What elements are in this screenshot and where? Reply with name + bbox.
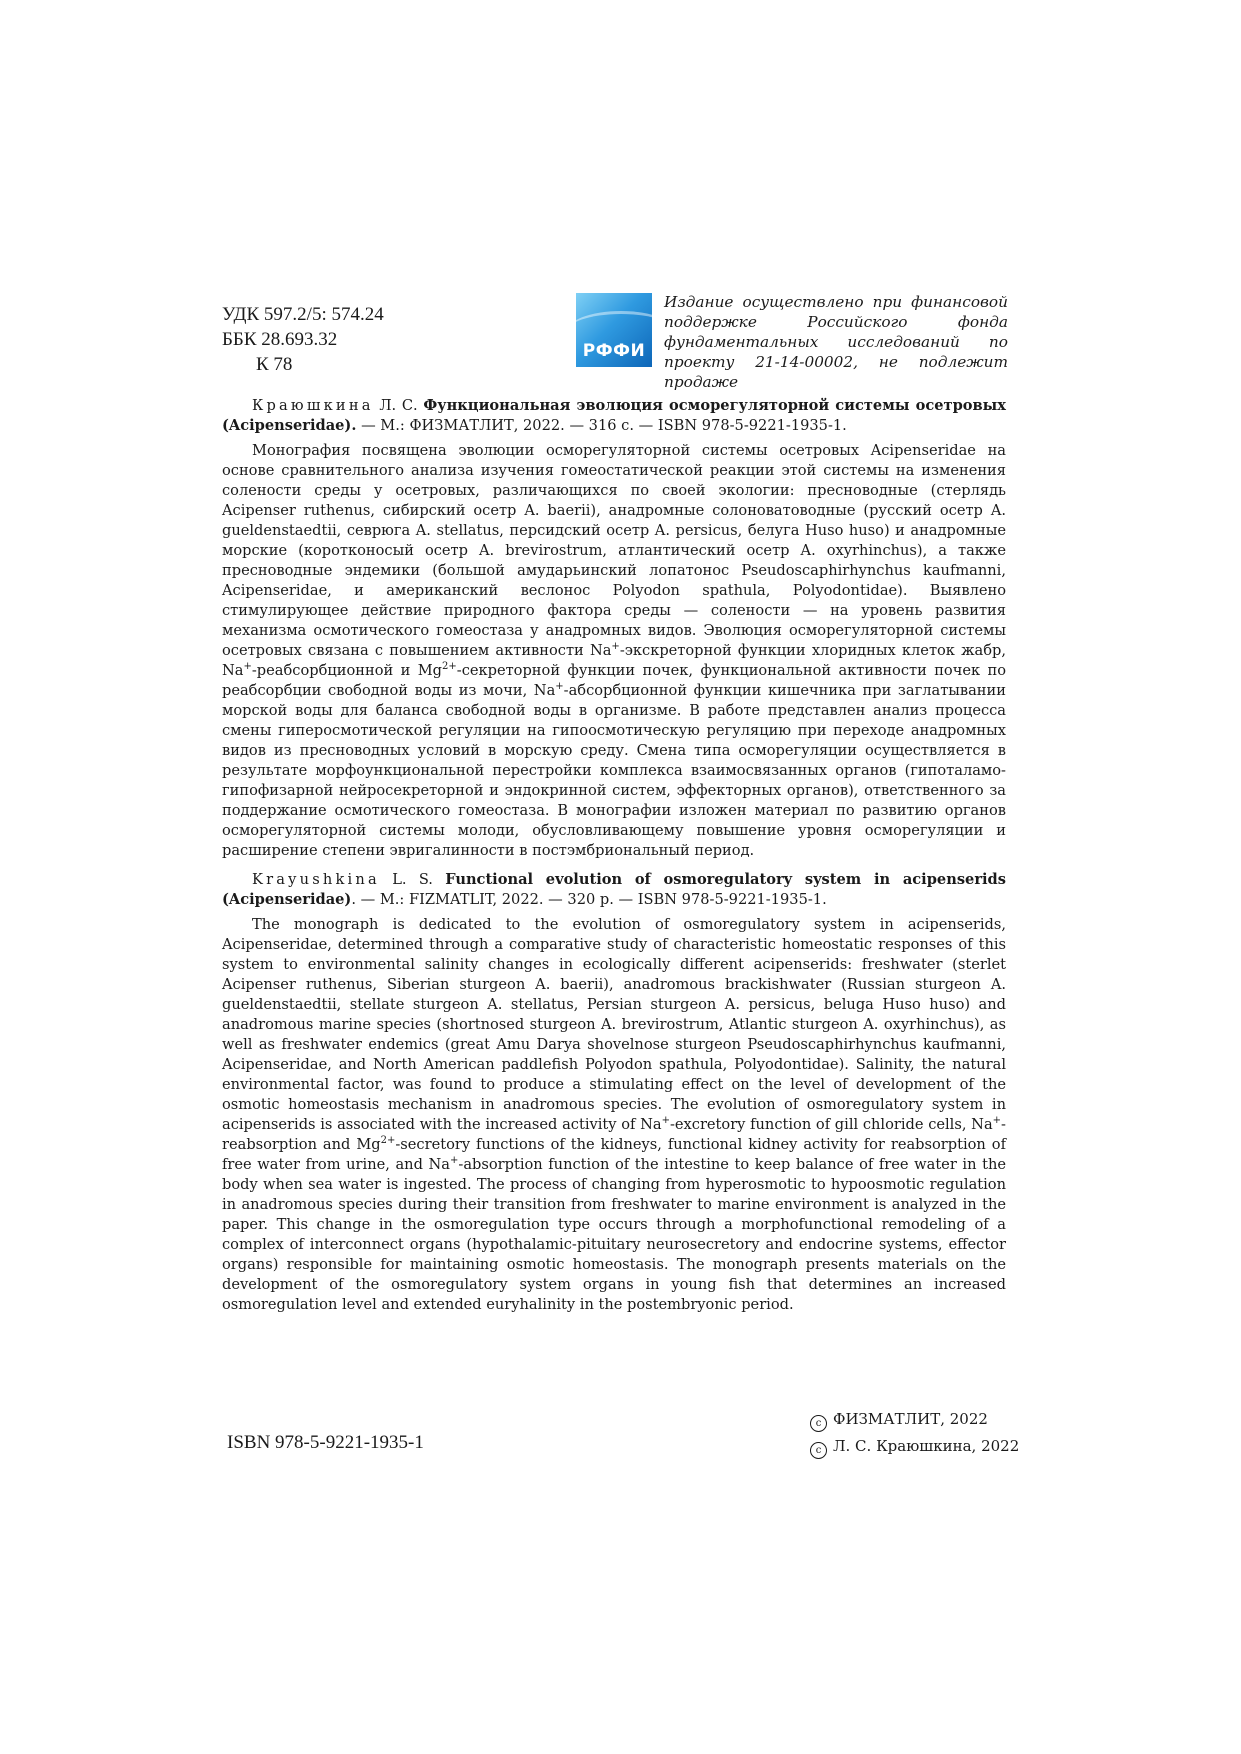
superscript: + <box>555 681 564 692</box>
isbn: ISBN 978-5-9221-1935-1 <box>227 1432 424 1453</box>
bbk-code: ББК 28.693.32 <box>222 329 338 350</box>
superscript: + <box>243 661 252 672</box>
en-reference <box>222 870 1006 910</box>
author-mark: К 78 <box>256 354 293 375</box>
en-abstract-text: -excretory function of gill chloride cells, Na <box>669 1116 993 1133</box>
ru-abstract-text: -секреторной функции почек, функциональной активности почек по реабсорбции свободной воды из мочи, Na <box>222 662 1007 699</box>
copyright-icon: c <box>810 1415 827 1432</box>
en-title: Functional evolution of osmoregulatory system in acipenserids (Acipenseridae) <box>222 871 1006 908</box>
en-abstract-text: -reabsorption and Mg <box>222 1116 1006 1153</box>
ru-author-surname: Краюшкина <box>252 397 374 414</box>
copyright-block <box>810 1406 1019 1460</box>
en-abstract-text: -absorption function of the intestine to keep balance of free water in the body when sea water is ingested. The process of changing from hyperosmotic to hypoosmotic regulation in anadromous species during their transition from freshwater to marine environment is analyzed in the paper. This change in the osmoregulation type occurs through a morphofunctional remodeling of a complex of interconnect organs (hypothalamic-pituitary neurosecretory and endocrine systems, effector organs) responsible for maintaining osmotic homeostasis. The monograph presents materials on the development of the osmoregulatory system organs in young fish that determines an increased osmoregulation level and extended euryhalinity in the postembryonic period. <box>222 1156 1006 1313</box>
en-abstract-text: The monograph is dedicated to the evolution of osmoregulatory system in acipenserids, Acipenseridae, determined through a comparative study of characteristic homeostatic responses of this system to environmental salinity changes in ecologically different acipenserids: freshwater (sterlet Acipenser ruthenus, Siberian sturgeon A. baerii), anadromous brackishwater (Russian sturgeon A. gueldenstaedtii, stellate sturgeon A. stellatus, Persian sturgeon A. persicus, beluga Huso huso) and anadromous marine species (shortnosed sturgeon A. brevirostrum, Atlantic sturgeon A. oxyrhinchus), as well as freshwater endemics (great Amu Darya shovelnose sturgeon Pseudoscaphirhynchus kaufmanni, Acipenseridae, and North American paddlefish Polyodon spathula, Polyodontidae). Salinity, the natural environmental factor, was found to produce a stimulating effect on the level of development of the osmotic homeostasis mechanism in anadromous species. The evolution of osmoregulatory system in acipenserids is associated with the increased activity of Na <box>222 916 1006 1133</box>
udk-code: УДК 597.2/5: 574.24 <box>222 304 384 325</box>
funding-note: Издание осуществлено при финансовой поддержке Российского фонда фундаментальных исследований по проекту 21-14-00002, не подлежит продаже <box>664 293 1008 391</box>
en-abstract-text: -secretory functions of the kidneys, functional kidney activity for reabsorption of free water from urine, and Na <box>222 1136 1006 1173</box>
copyright-icon: c <box>810 1442 827 1459</box>
copyright-author-text: Л. С. Краюшкина, 2022 <box>833 1437 1020 1455</box>
en-abstract <box>222 915 1006 1315</box>
ru-reference <box>222 396 1006 436</box>
superscript: + <box>450 1155 459 1166</box>
ru-title: Функциональная эволюция осморегуляторной системы осетровых (Acipenseridae). <box>222 397 1007 434</box>
ru-abstract <box>222 441 1006 861</box>
ru-abstract-text: -абсорбционной функции кишечника при заглатывании морской воды для баланса свободной воды в организме. В работе представлен анализ процесса смены гиперосмотической регуляции на гипоосмотическую регуляцию при переходе анадромных видов из пресноводных условий в морскую среду. Смена типа осморегуляции осуществляется в результате морфоункциональной перестройки комплекса взаимосвязанных органов (гипоталамо-гипофизарной нейросекреторной и эндокринной систем, эффекторных органов), ответственного за поддержание осмотического гомеостаза. В монографии изложен материал по развитию органов осморегуляторной системы молоди, обусловливающему повышение уровня осморегуляции и расширение степени эвригалинности в постэмбриональный период. <box>222 682 1006 859</box>
classification-codes <box>222 302 384 377</box>
rffi-logo <box>576 293 652 367</box>
en-author-surname: Krayushkina <box>252 871 380 888</box>
superscript: 2+ <box>442 661 457 672</box>
copyright-author <box>810 1433 1019 1460</box>
ru-author-initials: Л. С. <box>373 397 424 414</box>
copyright-publisher-text: ФИЗМАТЛИТ, 2022 <box>833 1410 988 1428</box>
logo-text: РФФИ <box>582 341 646 361</box>
superscript: + <box>992 1115 1002 1126</box>
ru-imprint: — М.: ФИЗМАТЛИТ, 2022. — 316 с. — ISBN 978-5-9221-1935-1. <box>356 417 847 434</box>
ru-abstract-text: -реабсорбционной и Mg <box>251 662 443 679</box>
superscript: 2+ <box>380 1135 396 1146</box>
ru-abstract-text: -экскреторной функции хлоридных клеток жабр, Na <box>222 642 1006 679</box>
en-imprint: . — M.: FIZMATLIT, 2022. — 320 p. — ISBN 978-5-9221-1935-1. <box>351 891 827 908</box>
en-author-initials: L. S. <box>379 871 446 888</box>
superscript: + <box>611 641 620 652</box>
copyright-publisher <box>810 1406 1019 1433</box>
superscript: + <box>661 1115 670 1126</box>
abstract-body <box>222 396 1006 1315</box>
ru-abstract-text: Монография посвящена эволюции осморегуляторной системы осетровых Acipenseridae на основе сравнительного анализа изучения гомеостатической реакции этой системы на изменения солености среды у осетровых, различающихся по своей экологии: пресноводные (стерлядь Acipenser ruthenus, сибирский осетр A. baerii), анадромные солоноватоводные (русский осетр A. gueldenstaedtii, севрюга A. stellatus, персидский осетр A. persicus, белуга Huso huso) и анадромные морские (коротконосый осетр A. brevirostrum, атлантический осетр A. oxyrhinchus), а также пресноводные эндемики (большой амударьинский лопатонос Pseudoscaphirhynchus kaufmanni, Acipenseridae, и американский веслонос Polyodon spathula, Polyodontidae). Выявлено стимулирующее действие природного фактора среды — солености — на уровень развития механизма осмотического гомеостаза у анадромных видов. Эволюция осморегуляторной системы осетровых связана с повышением активности Na <box>222 442 1006 659</box>
